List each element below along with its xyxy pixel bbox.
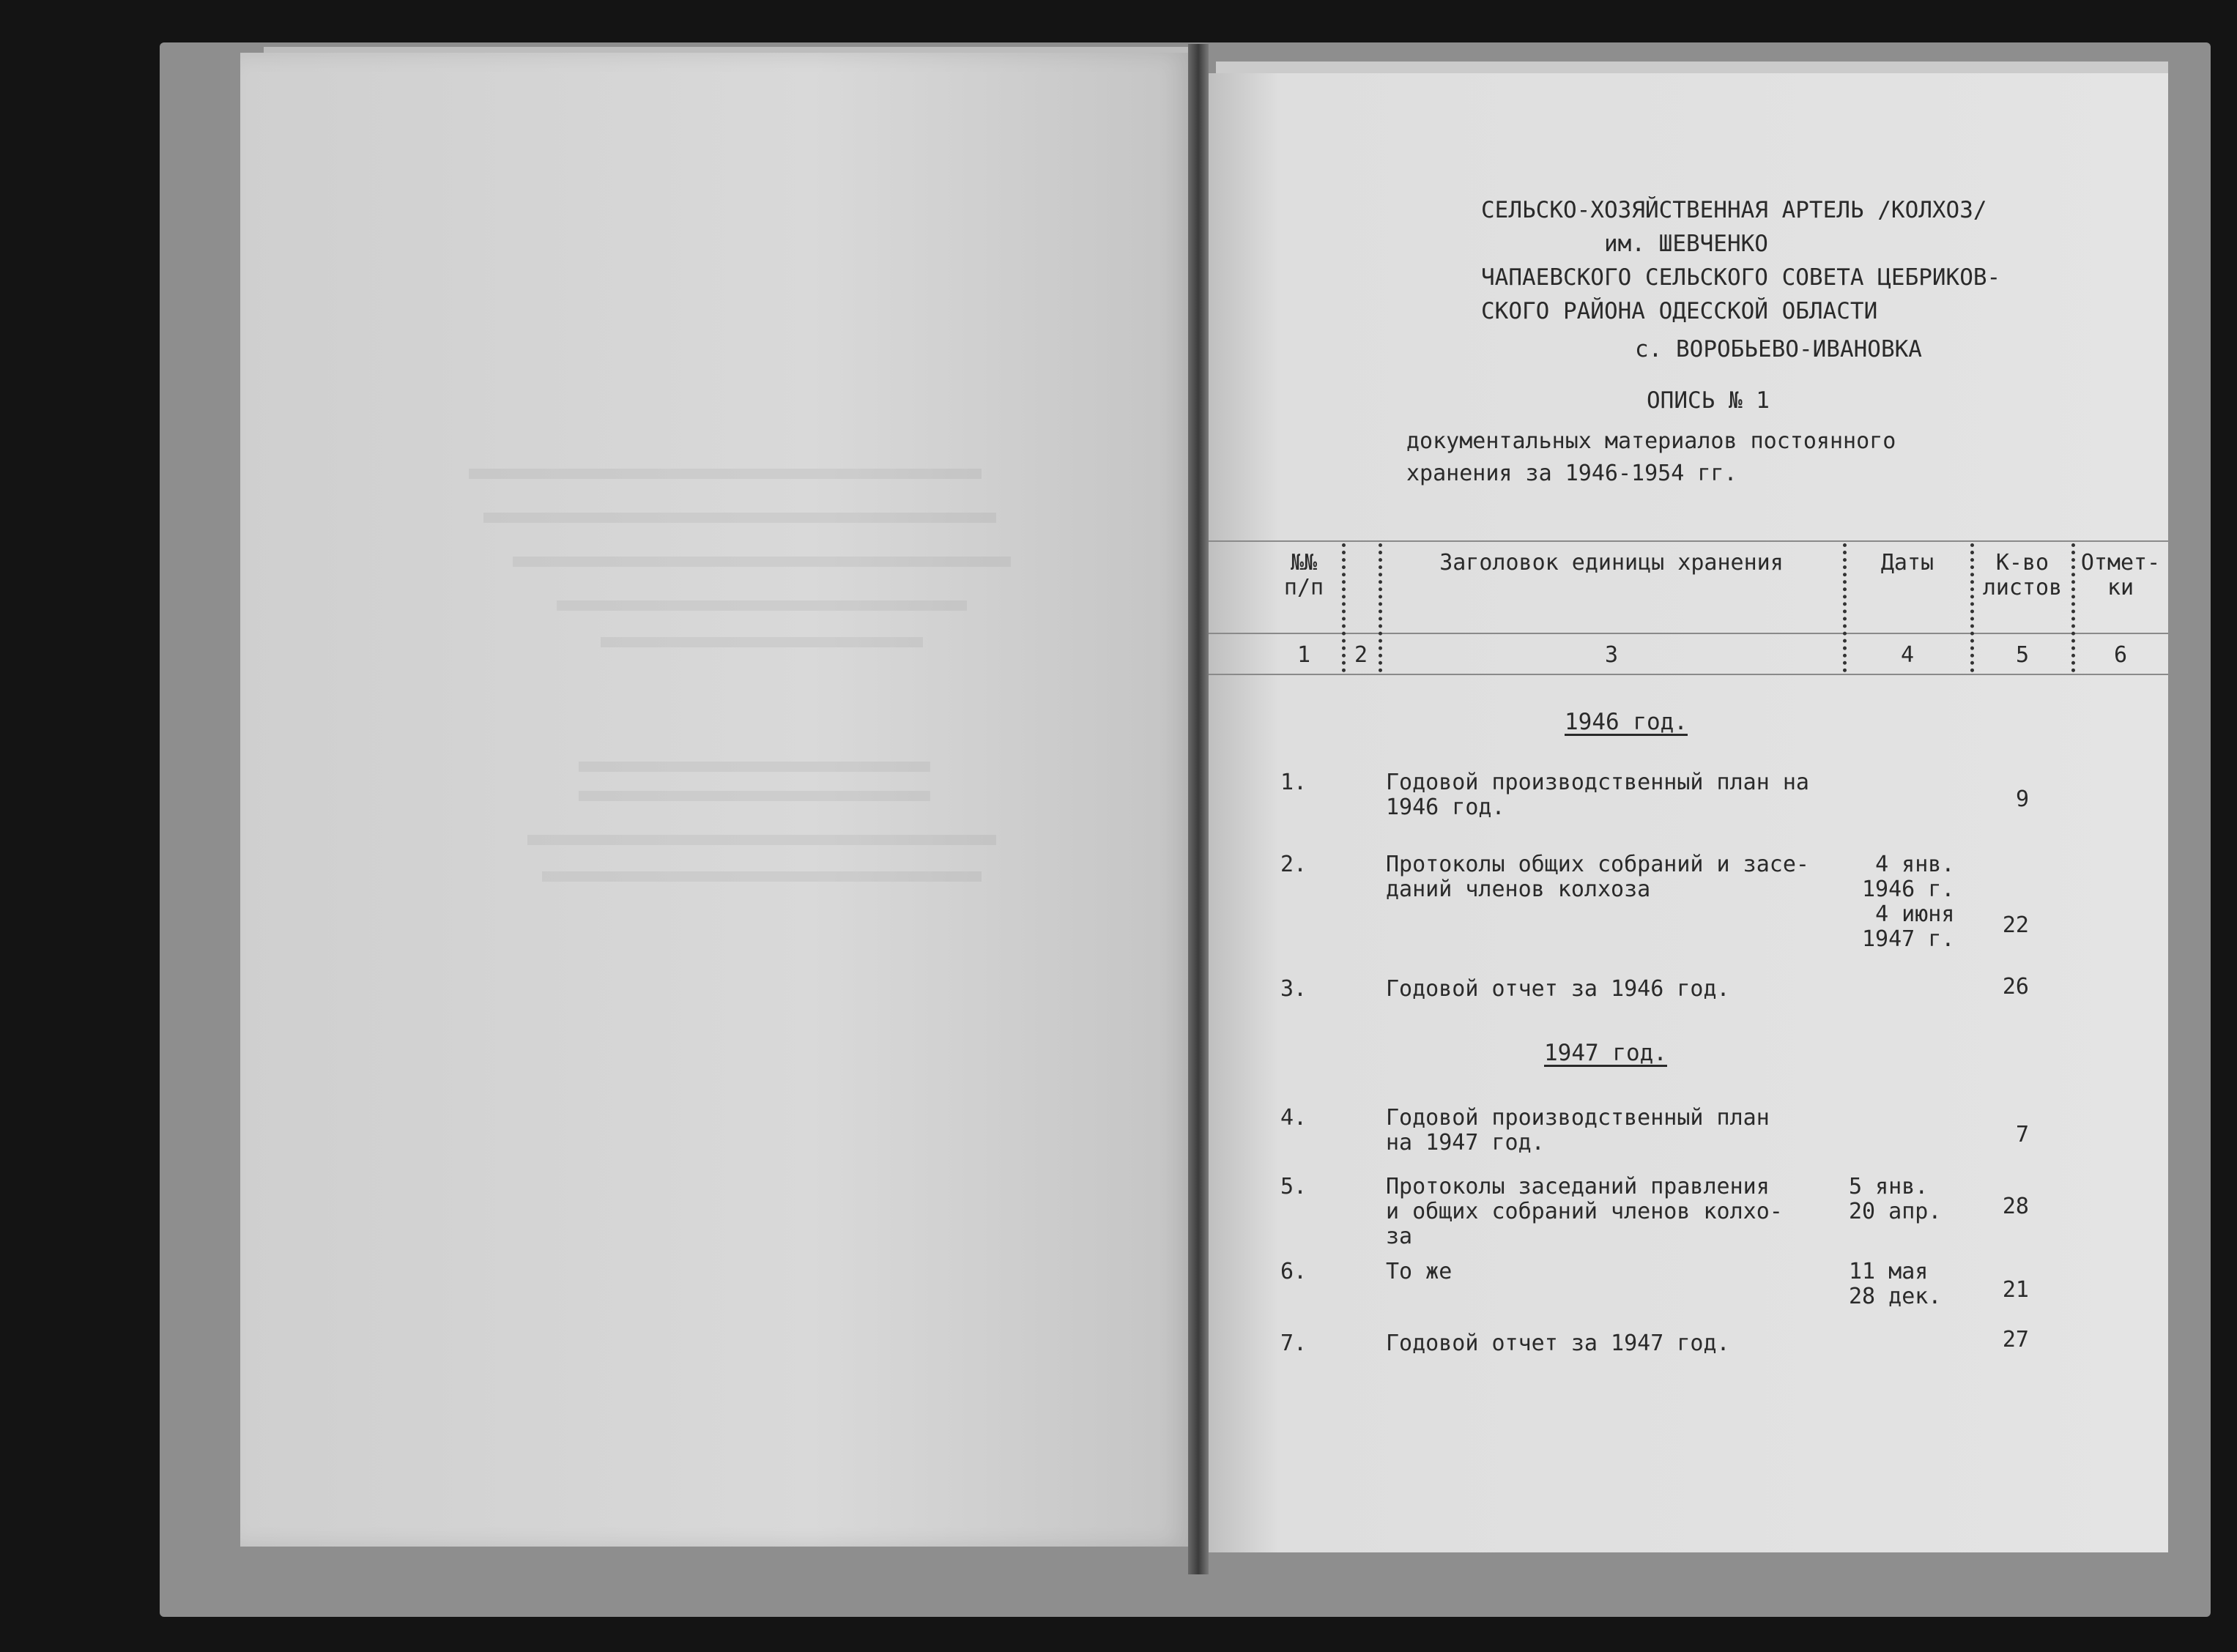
row-number: 6. xyxy=(1280,1259,1307,1284)
col-header-number: №№ п/п xyxy=(1283,550,1324,600)
row-number: 7. xyxy=(1280,1331,1307,1356)
show-through-mark xyxy=(601,637,923,647)
col-header-dates: Даты xyxy=(1880,550,1934,576)
row-number: 3. xyxy=(1280,976,1307,1002)
column-divider xyxy=(2071,543,2075,672)
show-through-mark xyxy=(542,871,982,882)
show-through-mark xyxy=(579,762,930,772)
show-through-mark xyxy=(513,557,1011,567)
header-line-3: ЧАПАЕВСКОГО СЕЛЬСКОГО СОВЕТА ЦЕБРИКОВ- xyxy=(1481,264,2001,291)
year-heading-1947: 1947 год. xyxy=(1544,1040,1667,1066)
row-sheets: 9 xyxy=(2015,786,2029,812)
table-numbers-rule xyxy=(1209,674,2168,675)
table-top-rule xyxy=(1209,540,2168,542)
row-title: Протоколы заседаний правления и общих собраний членов колхо- за xyxy=(1386,1174,1783,1249)
row-title: То же xyxy=(1386,1259,1453,1284)
inventory-subtitle-1: документальных материалов постоянного xyxy=(1406,428,1896,454)
row-sheets: 22 xyxy=(2002,912,2029,938)
header-line-2: им. ШЕВЧЕНКО xyxy=(1604,231,1768,257)
row-dates: 4 янв. 1946 г. 4 июня 1947 г. xyxy=(1862,852,1955,952)
col-number-6: 6 xyxy=(2113,642,2128,668)
show-through-mark xyxy=(557,600,967,611)
book-gutter xyxy=(1188,44,1209,1574)
header-line-1: СЕЛЬСКО-ХОЗЯЙСТВЕННАЯ АРТЕЛЬ /КОЛХОЗ/ xyxy=(1481,197,1987,223)
row-number: 5. xyxy=(1280,1174,1307,1199)
show-through-mark xyxy=(579,791,930,801)
right-page-stack-edge xyxy=(1216,62,2168,73)
row-dates: 11 мая 28 дек. xyxy=(1849,1259,1942,1309)
row-number: 4. xyxy=(1280,1105,1307,1131)
col-number-5: 5 xyxy=(2015,642,2030,668)
col-number-1: 1 xyxy=(1296,642,1311,668)
row-sheets: 21 xyxy=(2002,1277,2029,1303)
row-title: Протоколы общих собраний и засе- даний членов колхоза xyxy=(1386,852,1809,902)
row-title: Годовой производственный план на 1947 год. xyxy=(1386,1105,1770,1156)
row-number: 2. xyxy=(1280,852,1307,877)
row-sheets: 7 xyxy=(2015,1122,2029,1147)
column-divider xyxy=(1843,543,1847,672)
column-divider xyxy=(1379,543,1382,672)
show-through-mark xyxy=(469,469,982,479)
col-header-title: Заголовок единицы хранения xyxy=(1439,550,1784,576)
col-number-2: 2 xyxy=(1354,642,1368,668)
row-title: Годовой отчет за 1947 год. xyxy=(1386,1331,1730,1356)
year-heading-1946: 1946 год. xyxy=(1565,709,1688,735)
row-dates: 5 янв. 20 апр. xyxy=(1849,1174,1942,1224)
row-title: Годовой отчет за 1946 год. xyxy=(1386,976,1730,1002)
col-number-3: 3 xyxy=(1604,642,1619,668)
inventory-subtitle-2: хранения за 1946-1954 гг. xyxy=(1406,461,1737,486)
col-number-4: 4 xyxy=(1900,642,1915,668)
row-number: 1. xyxy=(1280,770,1307,795)
row-sheets: 27 xyxy=(2002,1327,2029,1353)
header-line-4: СКОГО РАЙОНА ОДЕССКОЙ ОБЛАСТИ xyxy=(1481,298,1878,324)
inventory-title: ОПИСЬ № 1 xyxy=(1647,387,1770,414)
header-village: с. ВОРОБЬЕВО-ИВАНОВКА xyxy=(1635,336,1922,362)
row-title: Годовой производственный план на 1946 год. xyxy=(1386,770,1809,820)
table-header-rule xyxy=(1209,633,2168,634)
col-header-sheets: К-во листов xyxy=(1982,550,2063,600)
show-through-mark xyxy=(483,513,996,523)
show-through-mark xyxy=(527,835,996,845)
row-sheets: 28 xyxy=(2002,1194,2029,1219)
row-sheets: 26 xyxy=(2002,974,2029,1000)
col-header-notes: Отмет- ки xyxy=(2080,550,2161,600)
